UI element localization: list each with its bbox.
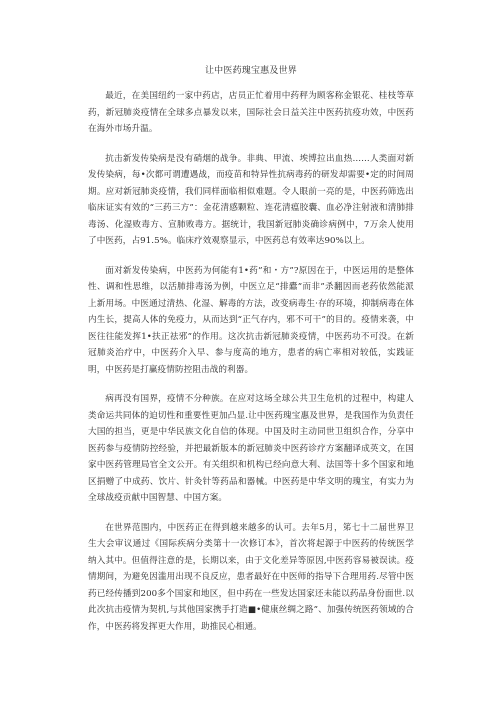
paragraph-4: 病再没有国界，疫情不分种族。在应对这场全球公共卫生危机的过程中，构建人类命运共同体的迫切性和重要性更加凸显.让中医药瑰宝惠及世界，是我国作为负责任大国的担当，更是中华民族文化自信的体现。中国及时主动同世卫组织合作，分享中医药参与疫情防控经验，并把最新版本的新冠肺炎中医药诊疗方案翻译成英文，在国家中医药管理局官全文公开。有关组织和机构已经向意大利、法国等十多个国家和地区捐赠了中成药、饮片、针灸针等药品和器械。中医药是中华文明的瑰宝，有实力为全球战疫贡献中国智慧、中国方案。 (88, 394, 414, 503)
article-title: 让中医药瑰宝惠及世界 (204, 66, 297, 76)
paragraph-2: 抗击新发传染病是没有硝烟的战争。非典、甲流、埃博拉出血热……人类面对新发传染病，每•次都可谓遭遇战，而疫苗和特异性抗病毒药的研发却需要•定的时间周期。应对新冠肺炎疫情，我们同样面临相似难题。令人眼前一亮的是，中医药筛选出临床证实有效的“三药三方”：金花清感颗粒、连花清瘟胶囊、血必净注射液和清肺排毒汤、化湿败毒方、宣肺败毒方。据统计，我国新冠肺炎确诊病例中，7万余人使用了中医药，占91.5%。临床疗效观察显示，中医药总有效率达90%以上。 (88, 153, 414, 246)
paragraph-1: 最近，在美国纽约一家中药店，店员正忙着用中药秤为顾客称金银花、桂枝等草药，新冠肺炎疫情在全球多点暴发以来，国际社会日益关注中医药抗疫功效，中医药在海外市场升温。 (88, 91, 414, 134)
document-page (88, 64, 414, 635)
paragraph-5: 在世界范围内，中医药正在得到越来越多的认可。去年5月，笫七十二届世界卫生大会审议通过《国际疾病分类第十一次修订本》，首次将起源于中医药的传统医学纳入其中。但值得注意的是，长期以来，由于文化差异等原因,中医药容易被误读。疫情期间，为避免因滥用出现不良反应，患者最好在中医师的指导下合理用药.尽管中医药已经传播到200多个国家和地区，但中药在一些发达国家还未能以药品身份面世.以此次抗击疫情为契机,与其他国家携手打造■•健康丝绸之路”、加强传统医药领域的合作，中医药将发挥更大作用，助推民心相通。 (88, 522, 414, 632)
paragraph-3: 面对新发传染病，中医药为何能有1•药”和・方”?原因在于，中医运用的是整体性、调和性思维，以活肺排毒汤为例，中医立足“排蠹”而非”杀翻因而老药依然能派上新用场。中医通过清热、化湿、解毒的方法，改变病毒生·存的环境，抑制病毒在体内生长，提高人体的免疫力，从而达到“正气存内，邪不可干”的目的。疫情来袭，中医往往能发挥1•扶正祛邪”的作用。这次抗击新冠肺炎疫情，中医药功不可没。在新冠肺炎治疗中，中医药介入早、参与度高的地方，患者的病亡率相对较低，实践证明，中医药是打赢疫情防控阻击战的利器。 (88, 265, 414, 375)
